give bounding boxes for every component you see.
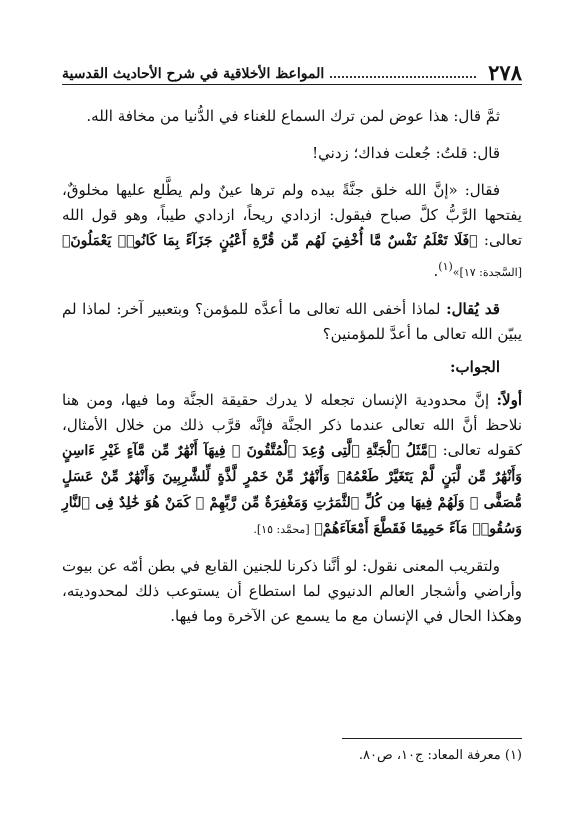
quran-verse-muhammad: ﴿مَّثَلُ ٱلْجَنَّةِ ٱلَّتِى وُعِدَ ٱلْمُتَّقُونَ ۖ فِيهَآ أَنْهَٰرٌ مِّن مَّآءٍ غَيْرِ ءَاسِنٍ وَأَنْهَٰرٌ مِّن لَّبَنٍ لَّمْ يَتَغَيَّرْ طَعْمُهُۥ وَأَنْهَٰرٌ مِّنْ خَمْرٍ لَّذَّةٍ لِّلشَّٰرِبِينَ وَأَنْهَٰرٌ مِّنْ عَسَلٍ مُّصَفًّى ۖ وَلَهُمْ فِيهَا مِن كُلِّ ٱلثَّمَرَٰتِ وَمَغْفِرَةٌ مِّن رَّبِّهِمْ ۖ كَمَنْ هُوَ خَٰلِدٌ فِى ٱلنَّارِ وَسُقُوا۟ مَآءً حَمِيمًا فَقَطَّعَ أَمْعَآءَهُمْ﴾ [62,443,522,537]
paragraph-1: ثمَّ قال: هذا عوض لمن ترك السماع للغناء في الدُّنيا من مخافة الله. [86,107,500,125]
paragraph-4-text: لماذا أخفى الله تعالى ما أعدَّه للمؤمن؟ وبتعبير آخر: لماذا لم يبيّن الله تعالى ما أعدَّ للمؤمنين؟ [62,300,522,343]
paragraph-5-text: إنَّ محدودية الإنسان تجعله لا يدرك حقيقة الجنَّة وما فيها، ومن هنا نلاحظ أنَّ الله تعالى عندما ذكر الجنَّة فإنَّه قرَّب ذلك من خلال الأمثال، كقوله تعالى: [62,391,522,459]
verse-reference-sajda: [السَّجدة: ١٧]» [452,266,522,279]
running-title: المواعظ الأخلاقية في شرح الأحاديث القدسية [62,66,325,82]
page-header [62,60,522,85]
paragraph-5 [62,388,522,542]
header-dotted-leader [330,76,476,78]
page-number: ٢٧٨ [488,60,522,85]
paragraph-5-lead: أولاً: [496,391,522,409]
footnote-divider [342,738,522,739]
page-body [62,104,522,629]
paragraph-4-lead: قد يُقال: [446,300,500,318]
paragraph-6: ولتقريب المعنى نقول: لو أنَّنا ذكرنا للجنين القابع في بطن أمّه عن بيوت وأراضي وأشجار العالم الدنيوي لما استطاع أن يستوعب ذلك لمحدوديته، وهكذا الحال في الإنسان مع ما يسمع عن الآخرة وما فيها. [62,557,522,625]
paragraph-3: فقال: «إنَّ الله خلق جنَّةً بيده ولم ترها عينٌ ولم يطَّلع عليها مخلوقٌ، يفتحها الرَّبُّ كلَّ صباح فيقول: ازدادي ريحاً، ازدادي طيباً، وهو قول الله تعالى: ﴿فَلَا تَعْلَمُ نَفْسٌ مَّا أُخْفِيَ لَهُم مِّن قُرَّةِ أَعْيُنٍ جَزَآءً بِمَا كَانُوا۟ يَعْمَلُونَ﴾ [السَّجدة: ١٧]»$^{(١)}$. [62,181,522,280]
footnote-marker: (١) [438,260,453,273]
paragraph-2: قال: قلتُ: جُعلت فداك؛ زدني! [312,144,500,162]
quran-verse-sajda: ﴿فَلَا تَعْلَمُ نَفْسٌ مَّا أُخْفِيَ لَهُم مِّن قُرَّةِ أَعْيُنٍ جَزَآءً بِمَا كَانُوا۟ يَعْمَلُونَ﴾ [62,233,478,249]
paragraph-3-intro: فقال: «إنَّ الله خلق جنَّةً بيده ولم ترها عينٌ ولم يطَّلع عليها مخلوقٌ، يفتحها الرَّبُّ كلَّ صباح فيقول: ازدادي ريحاً، ازدادي طيباً، وهو قول الله تعالى: [62,181,522,249]
answer-heading: الجواب: [450,358,500,376]
footnote: (١) معرفة المعاد: ج١٠، ص٨٠. [358,748,522,763]
paragraph-4 [62,297,522,347]
verse-reference-muhammad: [محمَّد: ١٥]. [253,523,310,536]
